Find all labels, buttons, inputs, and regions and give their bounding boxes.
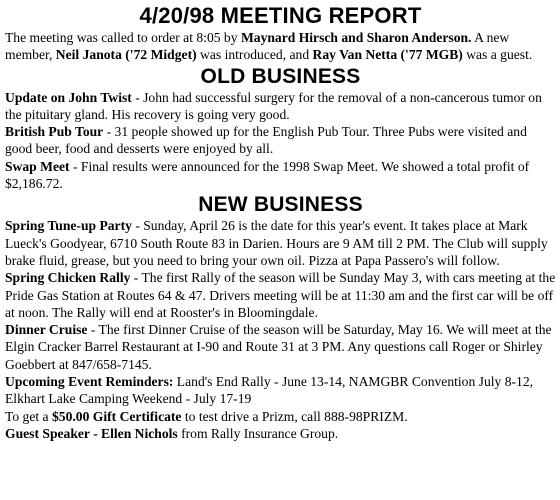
item-title: Upcoming Event Reminders:: [5, 374, 174, 390]
page-title: 4/20/98 MEETING REPORT: [139, 3, 422, 28]
item-title: British Pub Tour: [5, 124, 104, 140]
old-business-item: [5, 123, 556, 158]
item-text: - Final results were announced for the 1998 Swap Meet. We showed a total profit of $2,186.72.: [5, 158, 530, 192]
speaker-text: from Rally Insurance Group.: [177, 425, 339, 441]
intro-presiders: Maynard Hirsch and Sharon Anderson.: [240, 30, 472, 45]
intro-guest: Ray Van Netta ('77 MGB): [312, 47, 463, 63]
item-title: Update on John Twist: [5, 89, 132, 105]
gift-certificate-line: [5, 408, 556, 425]
item-text: - John had successful surgery for the removal of a non-cancerous tumor on the pituitary gland. His recovery is going very good.: [5, 89, 542, 122]
intro-text-4: was a guest.: [462, 47, 533, 63]
new-business-item: [5, 269, 556, 321]
item-text: Land's End Rally - June 13-14, NAMGBR Convention July 8-12, Elkhart Lake Camping Weekend - July 17-19: [5, 374, 534, 407]
intro-new-member: Neil Janota ('72 Midget): [55, 47, 197, 63]
newsletter-page: [5, 3, 556, 442]
item-title: Spring Tune-up Party: [5, 218, 132, 234]
intro-text-1: The meeting was called to order at 8:05 by: [5, 30, 241, 45]
new-business-item: [5, 321, 556, 373]
old-business-item: [5, 89, 556, 124]
old-business-heading: OLD BUSINESS: [200, 64, 361, 88]
new-business-item: [5, 217, 556, 269]
item-text: - 31 people showed up for the English Pub Tour. Three Pubs were visited and good beer, food and desserts were enjoyed by all.: [5, 124, 527, 157]
new-business-heading: NEW BUSINESS: [198, 193, 363, 217]
intro-text-3: was introduced, and: [196, 47, 313, 63]
item-title: Dinner Cruise: [5, 322, 88, 338]
old-business-item: [5, 158, 556, 193]
item-text: - The first Rally of the season will be Sunday May 3, with cars meeting at the Pride Gas Station at Routes 64 & 47. Drivers meeting will be at 11:30 am and the first car will be off at noon. The Rally will end at Rooster's in Bloomingdale.: [5, 270, 556, 320]
speaker-title: Guest Speaker - Ellen Nichols: [5, 425, 178, 441]
new-business-item: [5, 373, 556, 408]
item-text: - Sunday, April 26 is the date for this year's event. It takes place at Mark Lueck's Goodyear, 6710 South Route 83 in Darien. Hours are 9 AM till 2 PM. The Club will supply brake fluid, grease, but you need to bring your own oil. Pizza at Papa Passero's will follow.: [5, 218, 548, 268]
intro-text-2: A new member,: [5, 30, 510, 63]
gift-post: to test drive a Prizm, call 888-98PRIZM.: [181, 408, 408, 424]
meeting-intro: [5, 29, 556, 64]
gift-pre: To get a: [5, 408, 52, 424]
item-title: Swap Meet: [5, 158, 70, 174]
guest-speaker-line: [5, 425, 556, 442]
item-text: - The first Dinner Cruise of the season will be Saturday, May 16. We will meet at the Elgin Cracker Barrel Restaurant at I-90 and Route 31 at 3 PM. Any questions call Roger or Shirley Goebbert at 847/658-7145.: [5, 322, 552, 372]
item-title: Spring Chicken Rally: [5, 270, 131, 286]
gift-amount: $50.00 Gift Certificate: [52, 408, 182, 424]
